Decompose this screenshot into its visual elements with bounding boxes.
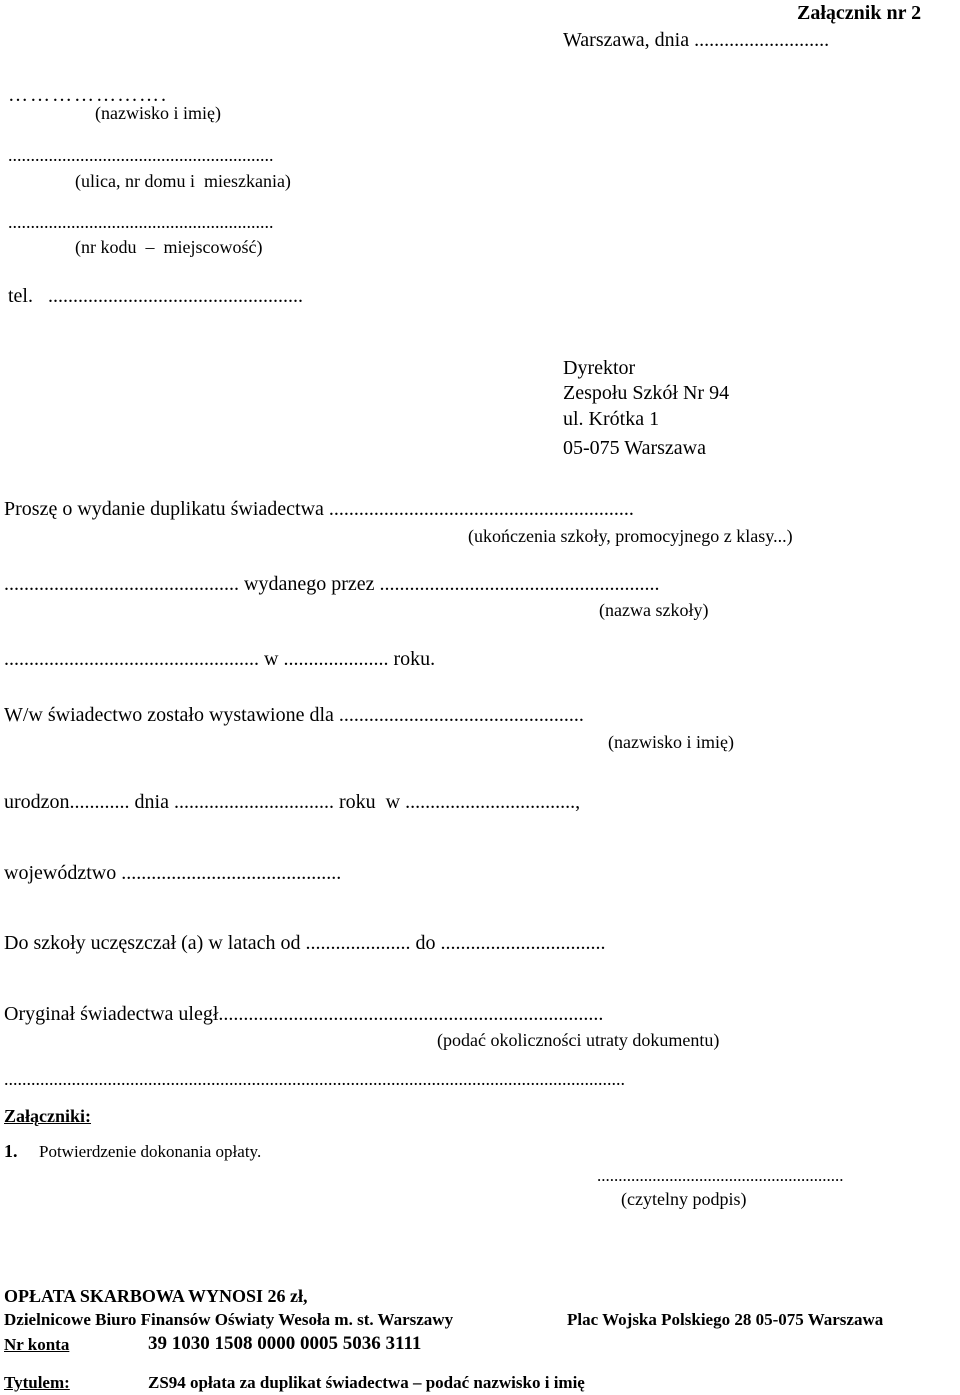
sender-name-hint: (nazwisko i imię) (95, 103, 221, 123)
sender-phone-field[interactable]: tel. ................................................... (8, 285, 303, 307)
sender-postal-field[interactable]: ........................................................... (8, 212, 274, 232)
attachment-1-text: Potwierdzenie dokonania opłaty. (39, 1142, 262, 1161)
recipient-street: ul. Krótka 1 (563, 408, 660, 430)
original-lost-line[interactable]: Oryginał świadectwa uległ............................................................................. (4, 1003, 604, 1025)
request-hint: (ukończenia szkoły, promocyjnego z klasy...) (468, 526, 793, 546)
attachment-1-number: 1. (4, 1141, 18, 1161)
recipient-title: Dyrektor (563, 357, 636, 379)
recipient-city: 05-075 Warszawa (563, 437, 706, 459)
original-lost-hint: (podać okoliczności utraty dokumentu) (437, 1030, 720, 1050)
account-label: Nr konta (4, 1335, 70, 1354)
attachments-heading: Załączniki: (4, 1106, 92, 1126)
voivodeship-line[interactable]: województwo ............................................ (4, 862, 342, 884)
sender-street-field[interactable]: ........................................................... (8, 145, 274, 165)
fee-title: OPŁATA SKARBOWA WYNOSI 26 zł, (4, 1286, 308, 1306)
transfer-title-text: ZS94 opłata za duplikat świadectwa – podać nazwisko i imię (148, 1373, 585, 1392)
request-line[interactable]: Proszę o wydanie duplikatu świadectwa ............................................................. (4, 498, 634, 520)
attachment-number: Załącznik nr 2 (797, 2, 922, 24)
issued-by-hint: (nazwa szkoły) (599, 600, 709, 620)
sender-postal-hint: (nr kodu – miejscowość) (75, 237, 263, 257)
issued-by-line[interactable]: ............................................... wydanego przez ........................................................ (4, 573, 660, 595)
fee-office-address: Plac Wojska Polskiego 28 05-075 Warszawa (567, 1310, 884, 1329)
issued-for-hint: (nazwisko i imię) (608, 732, 734, 752)
circumstances-field[interactable]: .......................................................................................................................................... (4, 1069, 625, 1089)
sender-street-hint: (ulica, nr domu i mieszkania) (75, 171, 291, 191)
place-date-field[interactable]: Warszawa, dnia ........................... (563, 29, 830, 51)
recipient-school: Zespołu Szkół Nr 94 (563, 382, 730, 404)
fee-office: Dzielnicowe Biuro Finansów Oświaty Wesoła m. st. Warszawy (4, 1310, 454, 1329)
sender-name-field[interactable]: ……………...…. (8, 84, 168, 106)
account-number: 39 1030 1508 0000 0005 5036 3111 (148, 1333, 422, 1354)
place-year-line[interactable]: ................................................... w ..................... roku. (4, 648, 436, 670)
born-line[interactable]: urodzon............ dnia ................................ roku w .................................., (4, 791, 581, 813)
transfer-title-label: Tytulem: (4, 1373, 70, 1392)
attended-line[interactable]: Do szkoły uczęszczał (a) w latach od ..................... do ................................. (4, 932, 606, 954)
signature-hint: (czytelny podpis) (621, 1189, 747, 1209)
signature-field[interactable]: .......................................................... (597, 1166, 844, 1185)
issued-for-line[interactable]: W/w świadectwo zostało wystawione dla ................................................. (4, 704, 584, 726)
